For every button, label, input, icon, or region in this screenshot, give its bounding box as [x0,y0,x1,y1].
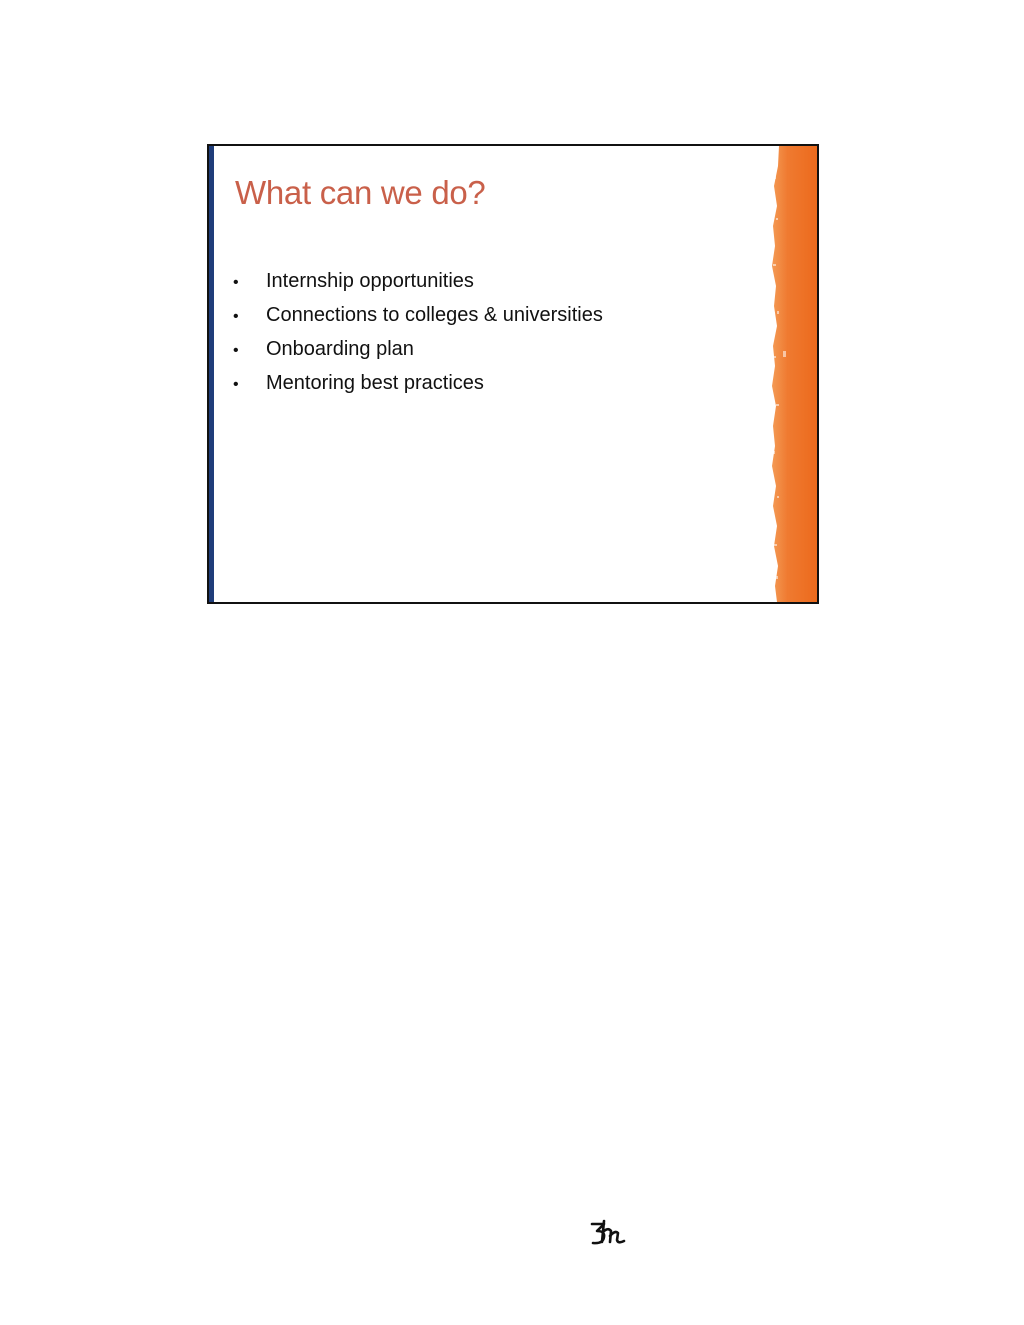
slide-left-rule [209,146,214,602]
bullet-dot: • [233,308,239,325]
list-item-text: Onboarding plan [266,338,414,360]
list-item [233,304,603,338]
list-item-text: Connections to colleges & universities [266,304,603,326]
bullet-dot: • [233,376,239,393]
list-item [233,372,603,406]
slide-title: What can we do? [235,174,486,211]
orange-brush-stripe [771,146,817,602]
handwritten-initials-icon [589,1218,631,1248]
list-item [233,338,603,372]
list-item-text: Mentoring best practices [266,372,484,394]
bullet-dot: • [233,274,239,291]
bullet-dot: • [233,342,239,359]
bullet-list [233,270,603,406]
slide-frame [207,144,819,604]
list-item [233,270,603,304]
list-item-text: Internship opportunities [266,270,474,292]
